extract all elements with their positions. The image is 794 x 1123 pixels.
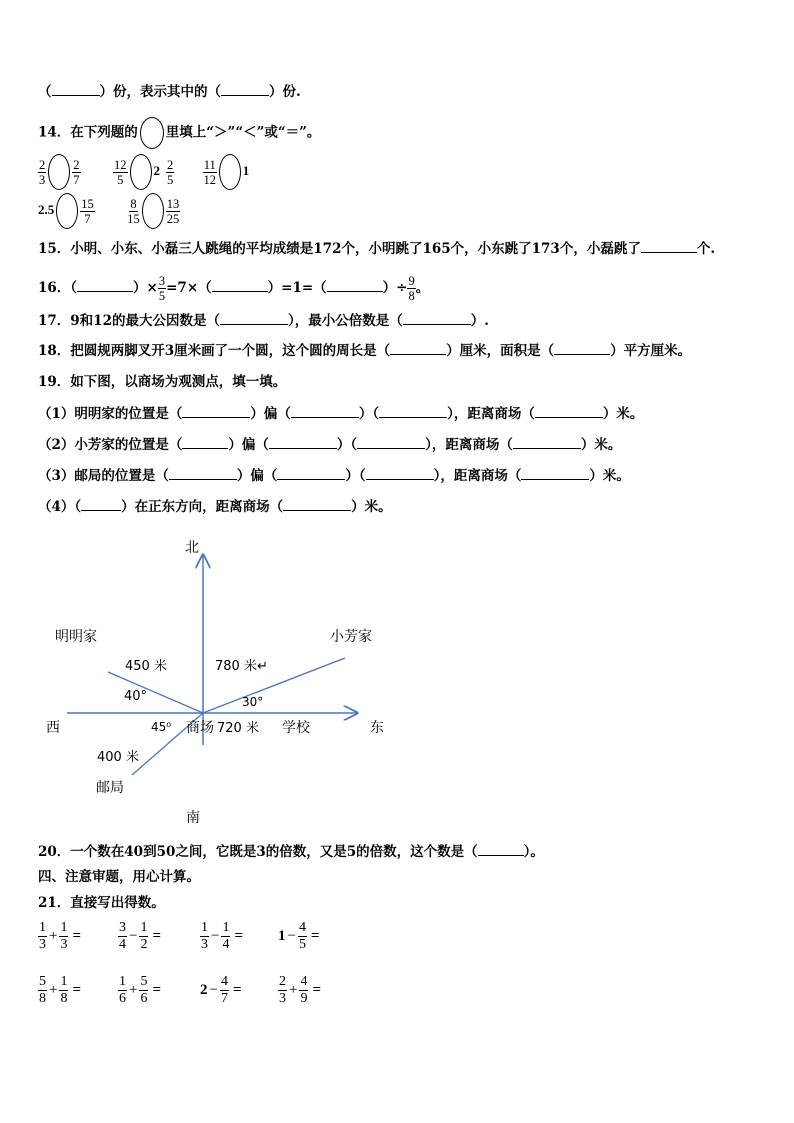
compare-circle[interactable] [142,193,164,229]
compare-circle[interactable] [48,154,70,190]
q14-row1: $\frac{2}{3}$ $\frac{2}{7}$ $\frac{12}{5}$ 2 $\frac{2}{5}$ $\frac{11}{12}$ 1 [38,154,249,190]
calc-expression: $\frac{1}{3}$ + $\frac{1}{3}$ = [39,920,82,952]
fraction: $\frac{5}{6}$ [140,974,148,1006]
answer-blank[interactable] [182,404,250,418]
section-4-heading: 四、注意审题，用心计算。 [38,869,200,885]
calc-expression: $\frac{2}{3}$ + $\frac{4}{9}$ = [279,974,322,1006]
ray-mingming [108,672,203,713]
west-label: 西 [46,720,60,736]
answer-blank[interactable] [52,82,100,96]
q19-s2: （2）小芳家的位置是（ ）偏（ ）（ ），距离商场（ ）米。 [38,437,622,453]
angle-xiaofang: 30° [242,695,264,709]
fraction: $\frac{15}{7}$ [81,196,94,226]
direction-diagram [0,530,794,830]
answer-blank[interactable] [357,435,425,449]
compare-circle[interactable] [219,154,241,190]
fraction: $\frac{4}{7}$ [220,974,228,1006]
q16: 16．（ ）× $\frac{3}{5}$ =7×（ ）=1=（ ）÷ $\frac{9}{8}$ 。 [38,274,430,303]
fraction: $\frac{9}{8}$ [408,274,415,303]
east-label: 东 [370,720,384,736]
center-label: 商场 [186,720,214,736]
angle-mingming: 40° [124,689,148,704]
fraction: $\frac{8}{15}$ [127,196,140,226]
xiaofang-label: 小芳家 [330,629,372,645]
fraction: $\frac{1}{6}$ [119,974,126,1006]
fraction: $\frac{4}{5}$ [298,920,306,952]
answer-blank[interactable] [291,404,359,418]
q13-tail: （ ）份，表示其中的（ ）份. [38,84,301,100]
answer-blank[interactable] [169,466,237,480]
fraction: $\frac{5}{8}$ [39,974,46,1006]
distance-mingming: 450 米 [125,659,167,674]
q18: 18．把圆规两脚叉开3厘米画了一个圆，这个圆的周长是（ ）厘米，面积是（ ）平方厘米。 [38,343,692,359]
q17: 17．9和12的最大公因数是（ ），最小公倍数是（ ）. [38,313,489,329]
fraction: $\frac{2}{7}$ [73,157,80,187]
answer-blank[interactable] [403,311,471,325]
south-label: 南 [186,810,200,826]
calc-expression: $\frac{1}{6}$ + $\frac{5}{6}$ = [119,974,162,1006]
angle-post: 45⁰ [151,720,172,734]
mingming-label: 明明家 [55,629,97,645]
school-label: 学校 [282,720,310,736]
answer-blank[interactable] [269,435,337,449]
fraction: $\frac{13}{25}$ [166,196,180,226]
distance-post: 400 米 [97,750,139,765]
fraction: $\frac{1}{2}$ [140,920,148,952]
fraction: $\frac{1}{4}$ [222,920,230,952]
answer-blank[interactable] [221,82,269,96]
q21-title: 21．直接写出得数。 [38,895,165,911]
fraction: $\frac{11}{12}$ [203,157,217,187]
answer-blank[interactable] [77,278,133,292]
fraction: $\frac{1}{8}$ [60,974,68,1006]
q14-title: 14．在下列题的 里填上“＞”“＜”或“＝”。 [38,117,320,149]
fraction: $\frac{1}{3}$ [39,920,46,952]
answer-blank[interactable] [366,466,434,480]
compare-circle-icon [140,117,164,149]
compare-circle[interactable] [56,193,78,229]
calc-expression: 1 − $\frac{4}{5}$ = [278,920,320,952]
q19-s4: （4）（ ）在正东方向，距离商场（ ）米。 [38,499,392,515]
answer-blank[interactable] [390,341,446,355]
distance-school: 720 米 [217,721,259,736]
calc-expression: 2 − $\frac{4}{7}$ = [200,974,242,1006]
answer-blank[interactable] [81,497,121,511]
answer-blank[interactable] [513,435,581,449]
q15: 15．小明、小东、小磊三人跳绳的平均成绩是172个，小明跳了165个，小东跳了173个，小磊跳了 个. [38,241,716,257]
answer-blank[interactable] [283,497,351,511]
answer-blank[interactable] [641,239,697,253]
fraction: $\frac{3}{4}$ [119,920,126,952]
q19-s3: （3）邮局的位置是（ ）偏（ ）（ ），距离商场（ ）米。 [38,468,630,484]
fraction: $\frac{1}{3}$ [60,920,68,952]
compare-circle[interactable] [130,154,152,190]
answer-blank[interactable] [212,278,268,292]
q20: 20．一个数在40到50之间，它既是3的倍数，又是5的倍数，这个数是（ ）。 [38,844,544,860]
answer-blank[interactable] [182,435,228,449]
fraction: $\frac{12}{5}$ [114,157,127,187]
answer-blank[interactable] [554,341,610,355]
answer-blank[interactable] [277,466,345,480]
q19-title: 19．如下图，以商场为观测点，填一填。 [38,374,287,390]
fraction: $\frac{4}{9}$ [300,974,308,1006]
distance-xiaofang: 780 米↵ [215,659,268,674]
answer-blank[interactable] [478,842,524,856]
answer-blank[interactable] [379,404,447,418]
answer-blank[interactable] [521,466,589,480]
north-label: 北 [185,540,199,556]
calc-expression: $\frac{5}{8}$ + $\frac{1}{8}$ = [39,974,82,1006]
fraction: $\frac{3}{5}$ [158,274,166,303]
answer-blank[interactable] [220,311,288,325]
post-label: 邮局 [96,780,124,796]
fraction: $\frac{2}{5}$ [167,157,174,187]
q19-s1: （1）明明家的位置是（ ）偏（ ）（ ），距离商场（ ）米。 [38,406,644,422]
fraction: $\frac{1}{3}$ [201,920,208,952]
q14-row2: 2.5 $\frac{15}{7}$ $\frac{8}{15}$ $\frac{13}{25}$ [38,193,180,229]
answer-blank[interactable] [535,404,603,418]
answer-blank[interactable] [327,278,383,292]
fraction: $\frac{2}{3}$ [39,157,46,187]
calc-expression: $\frac{3}{4}$ − $\frac{1}{2}$ = [119,920,162,952]
fraction: $\frac{2}{3}$ [279,974,286,1006]
calc-expression: $\frac{1}{3}$ − $\frac{1}{4}$ = [201,920,244,952]
